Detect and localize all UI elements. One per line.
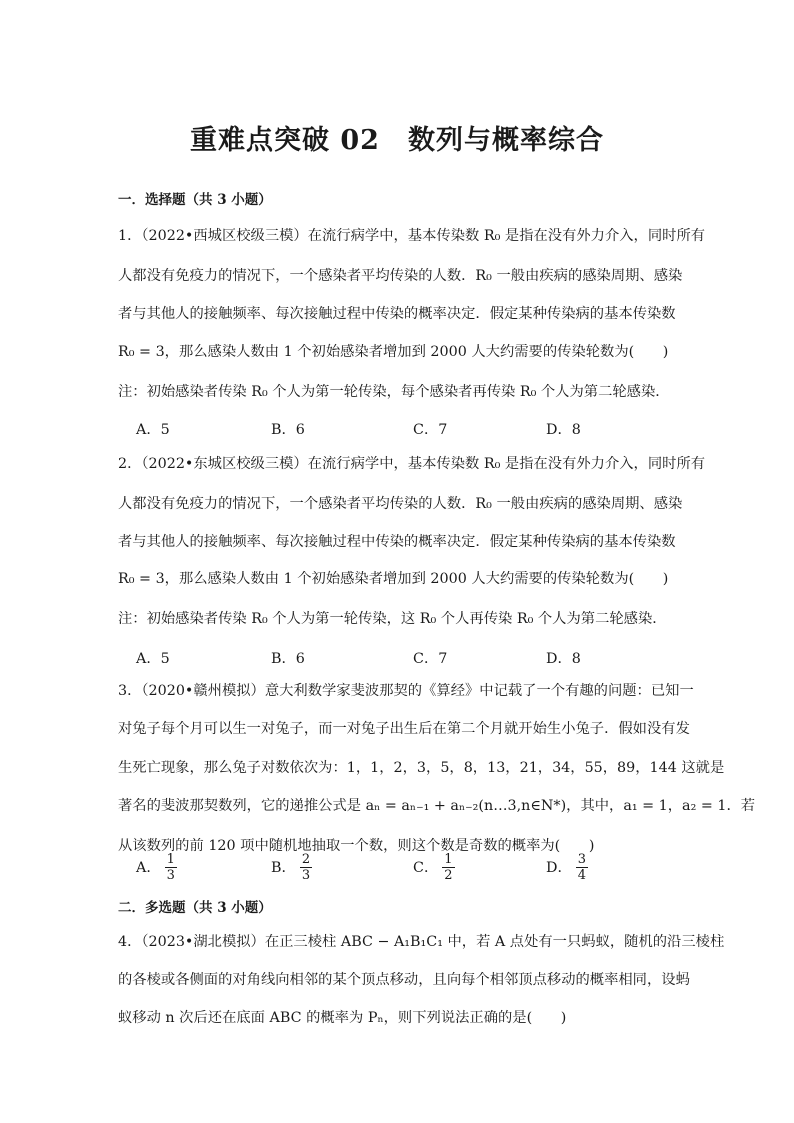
fraction bbox=[576, 852, 588, 883]
fraction bbox=[300, 852, 312, 883]
question-4-line: 蚁移动 n 次后还在底面 ABC 的概率为 Pₙ，则下列说法正确的是( ) bbox=[118, 1010, 567, 1026]
option-b[interactable]: B．6 bbox=[271, 422, 305, 438]
denominator: 4 bbox=[577, 868, 587, 883]
option-a[interactable]: A．5 bbox=[136, 422, 170, 438]
question-1-line: 1．（2022•西城区校级三模）在流行病学中，基本传染数 R₀ 是指在没有外力介入，同时所有 bbox=[118, 228, 706, 244]
numerator: 2 bbox=[301, 852, 311, 867]
question-4-line: 4．（2023•湖北模拟）在正三棱柱 ABC − A₁B₁C₁ 中，若 A 点处有一只蚂蚁，随机的沿三棱柱 bbox=[118, 934, 725, 950]
option-c[interactable]: C．7 bbox=[413, 422, 448, 438]
question-3-line: 3．（2020•赣州模拟）意大利数学家斐波那契的《算经》中记载了一个有趣的问题：已知一 bbox=[118, 683, 694, 699]
question-3-line: 对兔子每个月可以生一对兔子，而一对兔子出生后在第二个月就开始生小兔子．假如没有发 bbox=[118, 721, 690, 737]
question-3-line: 生死亡现象，那么兔子对数依次为：1，1，2，3，5，8，13，21，34，55，89，144 这就是 bbox=[118, 760, 725, 776]
option-d[interactable] bbox=[546, 852, 588, 883]
option-d[interactable]: D．8 bbox=[546, 422, 581, 438]
question-2-line: 者与其他人的接触频率、每次接触过程中传染的概率决定．假定某种传染病的基本传染数 bbox=[118, 534, 676, 550]
denominator: 3 bbox=[166, 868, 175, 883]
numerator: 1 bbox=[166, 852, 175, 867]
question-2-line: 2．（2022•东城区校级三模）在流行病学中，基本传染数 R₀ 是指在没有外力介入，同时所有 bbox=[118, 456, 706, 472]
question-3-line: 著名的斐波那契数列，它的递推公式是 aₙ = aₙ₋₁ + aₙ₋₂(n…3,n∈N*)，其中，a₁ = 1，a₂ = 1．若 bbox=[118, 798, 756, 814]
option-a[interactable]: A．5 bbox=[136, 651, 170, 667]
option-b[interactable]: B．6 bbox=[271, 651, 305, 667]
option-label: D． bbox=[546, 859, 572, 876]
section-heading-multi: 二．多选题（共 3 小题） bbox=[118, 900, 272, 916]
option-c[interactable] bbox=[413, 852, 455, 883]
section-heading-choice: 一．选择题（共 3 小题） bbox=[118, 192, 272, 208]
numerator: 1 bbox=[444, 852, 453, 867]
question-1-line: 注：初始感染者传染 R₀ 个人为第一轮传染，每个感染者再传染 R₀ 个人为第二轮感染． bbox=[118, 384, 670, 400]
fraction bbox=[442, 852, 454, 883]
question-2-line: 人都没有免疫力的情况下，一个感染者平均传染的人数．R₀ 一般由疾病的感染周期、感染 bbox=[118, 496, 683, 512]
denominator: 2 bbox=[444, 868, 453, 883]
option-label: C． bbox=[413, 859, 439, 876]
question-1-line: R₀ = 3，那么感染人数由 1 个初始感染者增加到 2000 人大约需要的传染轮数为( ) bbox=[118, 344, 669, 360]
option-a[interactable] bbox=[136, 852, 177, 883]
question-2-line: 注：初始感染者传染 R₀ 个人为第一轮传染，这 R₀ 个人再传染 R₀ 个人为第二轮感染． bbox=[118, 611, 667, 627]
question-1-line: 者与其他人的接触频率、每次接触过程中传染的概率决定．假定某种传染病的基本传染数 bbox=[118, 306, 676, 322]
option-c[interactable]: C．7 bbox=[413, 651, 448, 667]
option-label: A． bbox=[136, 859, 161, 876]
denominator: 3 bbox=[301, 868, 311, 883]
option-label: B． bbox=[271, 859, 296, 876]
option-b[interactable] bbox=[271, 852, 312, 883]
page-title: 重难点突破 02 数列与概率综合 bbox=[190, 125, 604, 156]
option-d[interactable]: D．8 bbox=[546, 651, 581, 667]
fraction bbox=[165, 852, 177, 883]
numerator: 3 bbox=[577, 852, 587, 867]
question-2-line: R₀ = 3，那么感染人数由 1 个初始感染者增加到 2000 人大约需要的传染轮数为( ) bbox=[118, 571, 669, 587]
question-1-line: 人都没有免疫力的情况下，一个感染者平均传染的人数．R₀ 一般由疾病的感染周期、感染 bbox=[118, 268, 683, 284]
question-4-line: 的各棱或各侧面的对角线向相邻的某个顶点移动，且向每个相邻顶点移动的概率相同，设蚂 bbox=[118, 972, 690, 988]
question-3-line: 从该数列的前 120 项中随机地抽取一个数，则这个数是奇数的概率为( ) bbox=[118, 838, 595, 854]
